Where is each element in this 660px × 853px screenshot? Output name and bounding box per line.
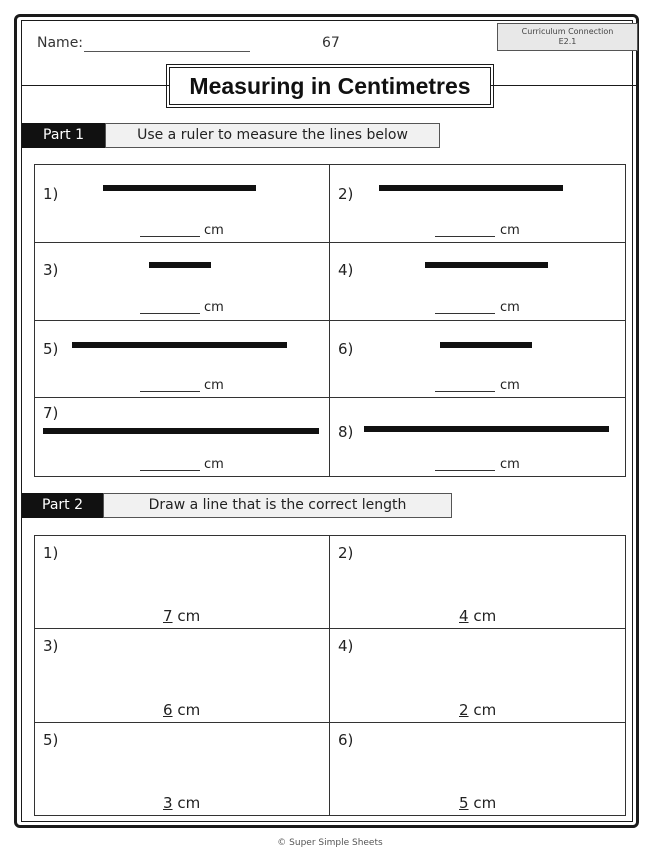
length-value: 7: [163, 607, 173, 625]
name-label: Name:: [37, 35, 84, 51]
measure-line: [364, 426, 609, 432]
measure-line: [149, 262, 211, 268]
page-number: 67: [322, 35, 340, 51]
question-number: 3): [43, 261, 59, 279]
unit-label: cm: [204, 378, 224, 393]
grid-divider: [35, 242, 625, 243]
question-number: 4): [338, 261, 354, 279]
unit-label: cm: [204, 300, 224, 315]
answer-blank[interactable]: [140, 470, 200, 471]
curriculum-connection-box: [497, 23, 638, 51]
unit-label: cm: [500, 300, 520, 315]
measure-line: [43, 428, 319, 434]
answer-blank[interactable]: [140, 391, 200, 392]
length-value: 3: [163, 794, 173, 812]
part2-instruction: Draw a line that is the correct length: [103, 493, 452, 518]
page-title: Measuring in Centimetres: [169, 67, 491, 105]
answer-blank[interactable]: [435, 313, 495, 314]
part1-grid: [34, 164, 626, 477]
target-length[interactable]: [459, 607, 496, 625]
measure-line: [379, 185, 563, 191]
question-number: 6): [338, 731, 354, 749]
question-number: 1): [43, 544, 59, 562]
question-number: 2): [338, 185, 354, 203]
unit-label: cm: [473, 607, 497, 625]
unit-label: cm: [204, 457, 224, 472]
question-number: 8): [338, 423, 354, 441]
answer-blank[interactable]: [140, 236, 200, 237]
grid-divider: [35, 320, 625, 321]
unit-label: cm: [473, 701, 497, 719]
target-length[interactable]: [163, 701, 200, 719]
question-number: 3): [43, 637, 59, 655]
name-field[interactable]: [84, 51, 250, 52]
unit-label: cm: [177, 607, 201, 625]
part1-tag: Part 1: [22, 123, 105, 148]
measure-line: [425, 262, 548, 268]
curriculum-code: E2.1: [558, 37, 577, 46]
unit-label: cm: [204, 223, 224, 238]
question-number: 2): [338, 544, 354, 562]
length-value: 2: [459, 701, 469, 719]
question-number: 5): [43, 731, 59, 749]
answer-blank[interactable]: [435, 391, 495, 392]
copyright-footer: © Super Simple Sheets: [277, 838, 383, 848]
answer-blank[interactable]: [435, 236, 495, 237]
target-length[interactable]: [459, 701, 496, 719]
question-number: 6): [338, 340, 354, 358]
question-number: 1): [43, 185, 59, 203]
target-length[interactable]: [163, 794, 200, 812]
grid-divider: [35, 628, 625, 629]
answer-blank[interactable]: [140, 313, 200, 314]
unit-label: cm: [177, 794, 201, 812]
length-value: 5: [459, 794, 469, 812]
measure-line: [103, 185, 256, 191]
question-number: 4): [338, 637, 354, 655]
question-number: 7): [43, 404, 59, 422]
unit-label: cm: [177, 701, 201, 719]
measure-line: [440, 342, 532, 348]
answer-blank[interactable]: [435, 470, 495, 471]
unit-label: cm: [473, 794, 497, 812]
unit-label: cm: [500, 223, 520, 238]
part2-tag: Part 2: [22, 493, 103, 518]
target-length[interactable]: [163, 607, 200, 625]
grid-divider: [35, 397, 625, 398]
length-value: 6: [163, 701, 173, 719]
curriculum-connection-label: Curriculum Connection: [521, 27, 614, 36]
part1-instruction: Use a ruler to measure the lines below: [105, 123, 440, 148]
grid-divider: [35, 722, 625, 723]
question-number: 5): [43, 340, 59, 358]
grid-divider: [329, 536, 330, 815]
part2-grid: [34, 535, 626, 816]
length-value: 4: [459, 607, 469, 625]
target-length[interactable]: [459, 794, 496, 812]
unit-label: cm: [500, 378, 520, 393]
measure-line: [72, 342, 287, 348]
unit-label: cm: [500, 457, 520, 472]
